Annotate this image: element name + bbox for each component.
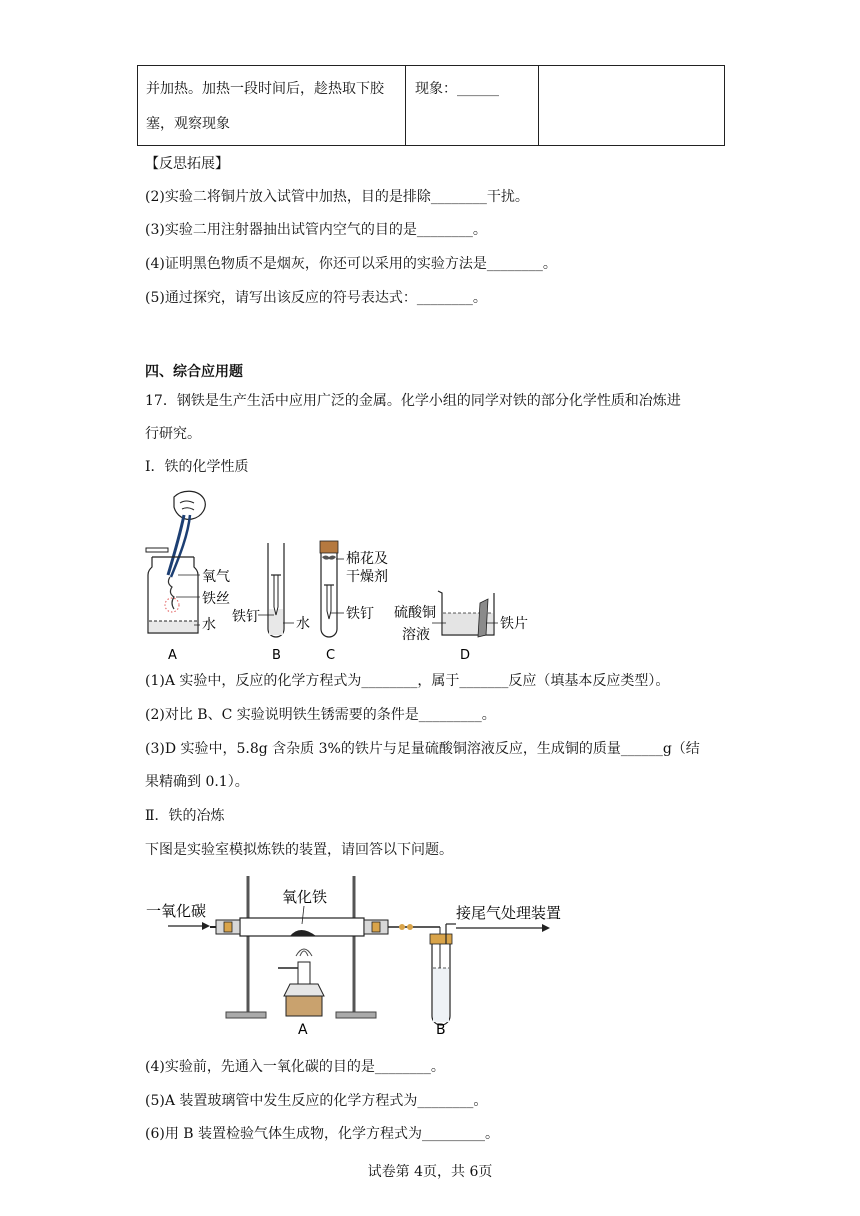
arrow-out-icon: [456, 924, 550, 932]
label-cotton-line2: 干燥剂: [346, 569, 388, 585]
burning-iron-wire-icon: [165, 577, 179, 612]
question-5: (5)通过探究，请写出该反应的符号表达式：________。: [145, 290, 487, 306]
table-cell-procedure: [138, 66, 406, 146]
test-tube-b: [268, 543, 284, 637]
part2-question-4: (4)实验前，先通入一氧化碳的目的是________。: [145, 1059, 445, 1075]
question-17-line2: 行研究。: [145, 426, 201, 442]
alcohol-lamp-icon: [278, 949, 324, 1016]
caption-b: B: [272, 648, 281, 663]
part1-question-1: (1)A 实验中，反应的化学方程式为________，属于_______反应（填基本反应类型）。: [145, 673, 670, 689]
part2-question-5: (5)A 装置玻璃管中发生反应的化学方程式为________。: [145, 1093, 488, 1109]
label-iron-wire: 铁丝: [202, 591, 230, 607]
part2-question-6: (6)用 B 装置检验气体生成物，化学方程式为_________。: [145, 1126, 500, 1142]
iron-stand-right: [336, 876, 376, 1018]
question-3: (3)实验二用注射器抽出试管内空气的目的是________。: [145, 222, 487, 238]
label-cuso4-line2: 溶液: [402, 627, 430, 643]
part-2-intro: 下图是实验室模拟炼铁的装置，请回答以下问题。: [145, 842, 453, 858]
caption-b: B: [436, 1022, 446, 1038]
label-water-a: 水: [202, 617, 216, 633]
test-tube-c: [320, 541, 338, 637]
label-tail: 接尾气处理装置: [456, 904, 562, 922]
caption-d: D: [460, 648, 471, 663]
table-phenomenon-text: 现象：______: [415, 81, 499, 97]
caption-c: C: [326, 648, 336, 663]
page-footer: 试卷第 4页，共 6页: [367, 1164, 493, 1180]
question-2: (2)实验二将铜片放入试管中加热，目的是排除________干扰。: [145, 189, 529, 205]
caption-a: A: [298, 1022, 308, 1038]
iron-stand-left: [226, 876, 266, 1018]
caption-a: A: [168, 648, 177, 663]
question-4: (4)证明黑色物质不是烟灰，你还可以采用的实验方法是________。: [145, 256, 557, 272]
test-tube-b: [430, 924, 456, 1025]
tongs-icon: [168, 515, 190, 577]
label-cuso4-line1: 硫酸铜: [394, 605, 436, 621]
part-2-title: Ⅱ．铁的冶炼: [145, 808, 225, 824]
experiment-table: [137, 65, 725, 146]
label-nail-b: 铁钉: [232, 609, 260, 625]
question-17-line1: 17．钢铁是生产生活中应用广泛的金属。化学小组的同学对铁的部分化学性质和冶炼进: [145, 393, 681, 409]
label-water-b: 水: [296, 616, 310, 632]
reflection-heading: 【反思拓展】: [145, 156, 229, 172]
table-procedure-line1: 并加热。加热一段时间后，趁热取下胶: [146, 81, 384, 97]
label-oxygen: 氧气: [202, 569, 230, 585]
beaker-d: [438, 591, 494, 637]
label-nail-c: 铁钉: [346, 606, 374, 622]
arrow-in-icon: [168, 922, 210, 930]
table-procedure-line2: 塞，观察现象: [146, 116, 230, 132]
part1-question-2: (2)对比 B、C 实验说明铁生锈需要的条件是_________。: [145, 707, 496, 723]
part1-question-3-line2: 果精确到 0.1）。: [145, 774, 249, 790]
label-cotton-line1: 棉花及: [346, 551, 388, 567]
label-fe2o3: 氧化铁: [282, 888, 328, 906]
section-4-title: 四、综合应用题: [145, 364, 243, 380]
figure-iron-smelting: [140, 868, 580, 1040]
table-cell-conclusion: [539, 66, 725, 146]
figure-iron-properties: [140, 485, 560, 665]
part-1-title: Ⅰ．铁的化学性质: [145, 459, 249, 475]
label-co: 一氧化碳: [146, 902, 207, 920]
table-cell-phenomenon: [406, 66, 539, 146]
label-iron-sheet: 铁片: [500, 616, 528, 632]
glass-tube: [210, 918, 388, 936]
part1-question-3-line1: (3)D 实验中，5.8g 含杂质 3%的铁片与足量硫酸铜溶液反应，生成铜的质量______g（结: [145, 741, 700, 757]
